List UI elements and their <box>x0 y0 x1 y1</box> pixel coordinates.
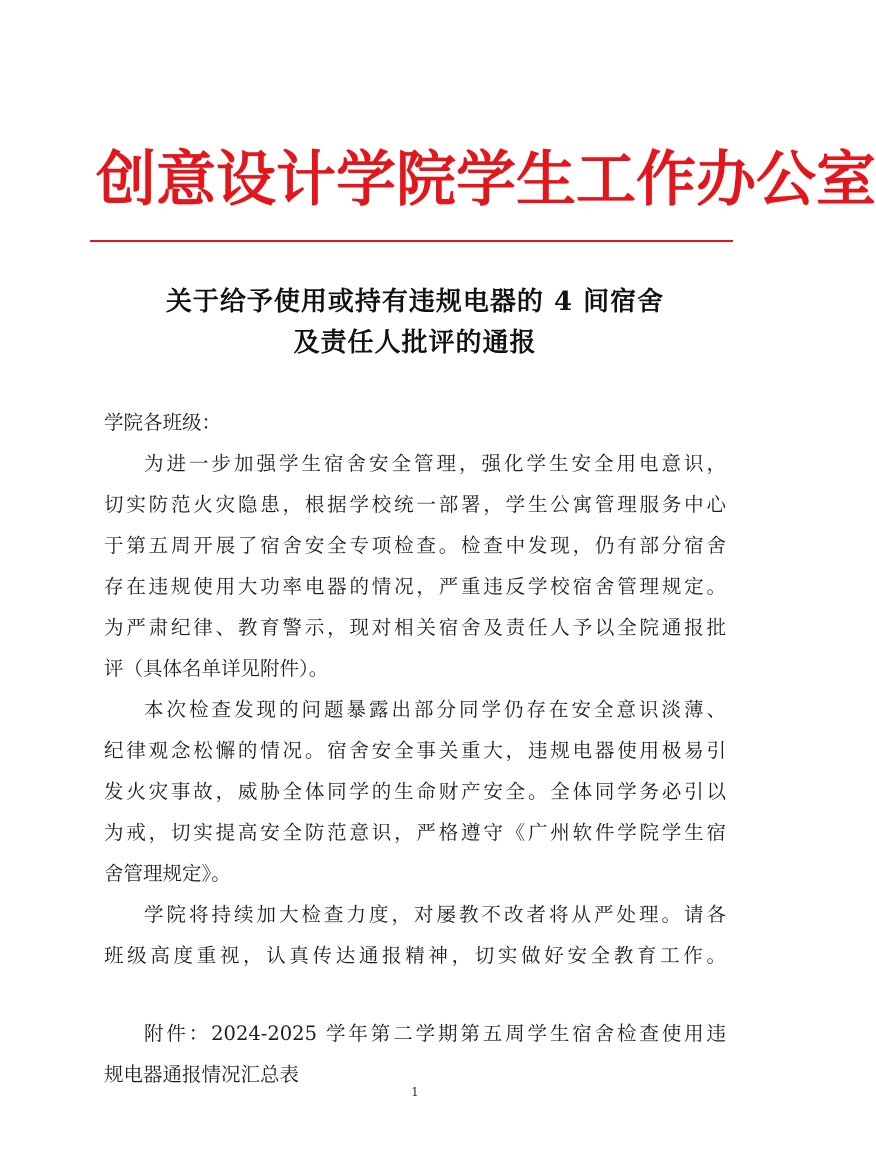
attachment-line-1: 附件：2024-2025 学年第二学期第五周学生宿舍检查使用违 <box>144 1022 726 1045</box>
masthead-char: 学 <box>336 145 396 215</box>
masthead-char: 学 <box>456 145 516 215</box>
masthead-char: 计 <box>276 145 336 215</box>
masthead-char: 生 <box>516 145 576 215</box>
paragraph-2-line-4: 为戒，切实提高安全防范意识，严格遵守《广州软件学院学生宿 <box>104 821 726 844</box>
paragraph-3-line-1: 学院将持续加大检查力度，对屡教不改者将从严处理。请各 <box>144 903 726 926</box>
paragraph-1-line-3: 于第五周开展了宿舍安全专项检查。检查中发现，仍有部分宿舍 <box>104 534 726 557</box>
masthead-char: 意 <box>156 145 216 215</box>
attachment-line-2: 规电器通报情况汇总表 <box>104 1063 300 1086</box>
paragraph-2-line-2: 纪律观念松懈的情况。宿舍安全事关重大，违规电器使用极易引 <box>104 739 726 762</box>
paragraph-1-line-1: 为进一步加强学生宿舍安全管理，强化学生安全用电意识， <box>144 452 726 475</box>
masthead-red-divider <box>90 240 733 242</box>
paragraph-1-line-5: 为严肃纪律、教育警示，现对相关宿舍及责任人予以全院通报批 <box>104 616 726 639</box>
paragraph-2-line-5: 舍管理规定》。 <box>104 862 231 885</box>
masthead-char: 公 <box>756 145 816 215</box>
masthead-char: 作 <box>636 145 696 215</box>
paragraph-2-line-1: 本次检查发现的问题暴露出部分同学仍存在安全意识淡薄、 <box>144 698 726 721</box>
masthead-char: 院 <box>396 145 456 215</box>
notice-title-line-2: 及责任人批评的通报 <box>293 328 537 358</box>
masthead-char: 办 <box>696 145 756 215</box>
notice-title-line-1: 关于给予使用或持有违规电器的 4 间宿舍 <box>165 287 665 317</box>
masthead-char: 工 <box>576 145 636 215</box>
page-number: 1 <box>411 1085 419 1099</box>
salutation: 学院各班级： <box>104 411 222 434</box>
masthead-char: 创 <box>96 145 156 215</box>
paragraph-2-line-3: 发火灾事故，威胁全体同学的生命财产安全。全体同学务必引以 <box>104 780 726 803</box>
paragraph-3-line-2: 班级高度重视，认真传达通报精神，切实做好安全教育工作。 <box>104 944 726 967</box>
paragraph-1-line-2: 切实防范火灾隐患，根据学校统一部署，学生公寓管理服务中心 <box>104 493 726 516</box>
paragraph-1-line-6: 评（具体名单详见附件）。 <box>104 657 329 680</box>
masthead-org-name <box>96 142 876 218</box>
masthead-char: 设 <box>216 145 276 215</box>
masthead-char: 室 <box>816 145 876 215</box>
paragraph-1-line-4: 存在违规使用大功率电器的情况，严重违反学校宿舍管理规定。 <box>104 575 726 598</box>
